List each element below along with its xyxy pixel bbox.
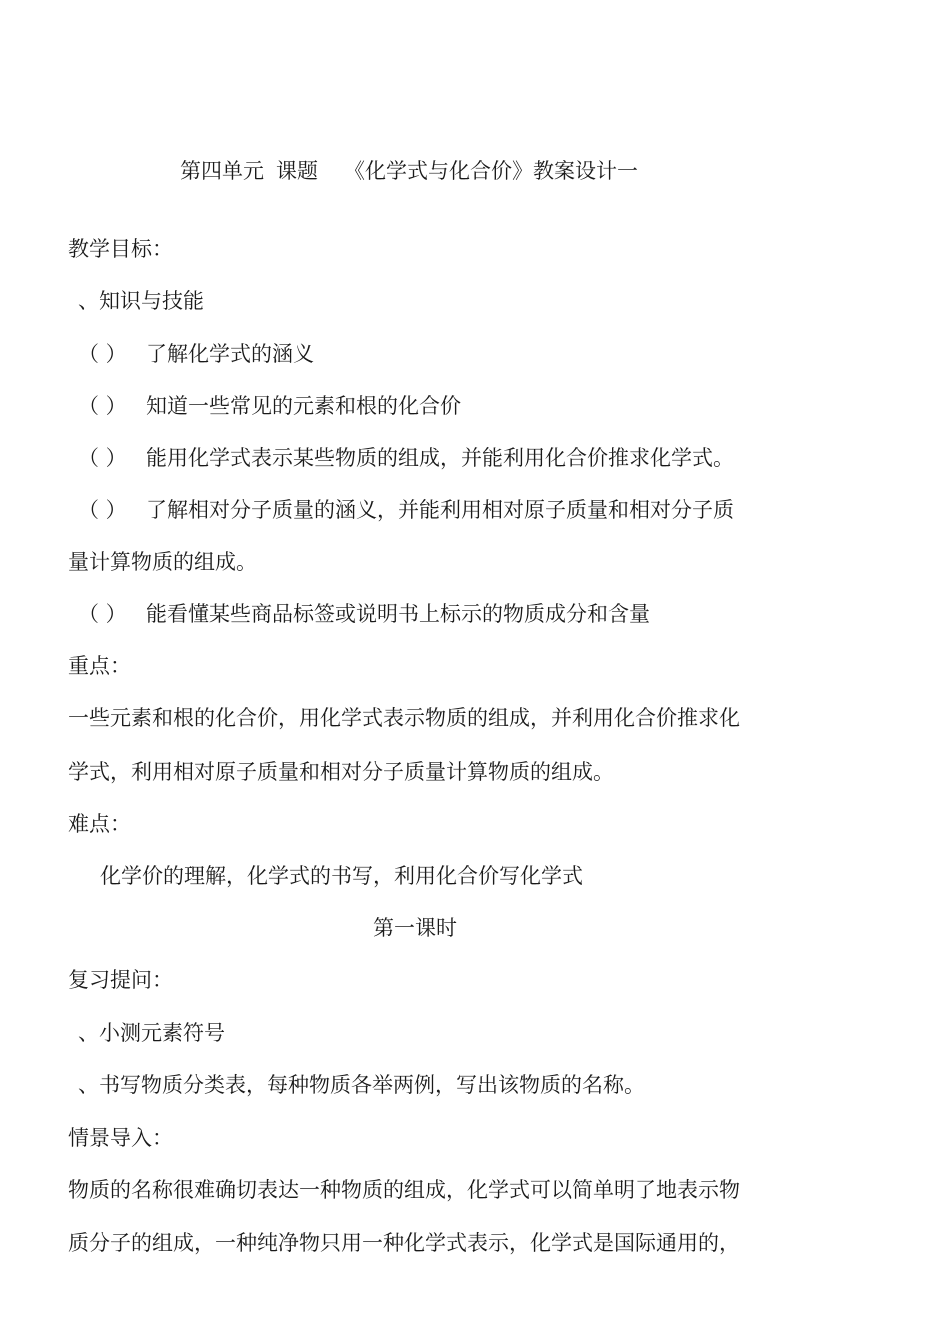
- objective-text-4: 了解相对分子质量的涵义，并能利用相对原子质量和相对分子质: [146, 498, 734, 522]
- difficulties-heading: 难点：: [68, 812, 131, 836]
- key-points-line-2: 学式，利用相对原子质量和相对分子质量计算物质的组成。: [68, 760, 614, 784]
- objective-marker-1: （ ）: [78, 342, 127, 366]
- objective-text-1: 了解化学式的涵义: [146, 342, 314, 366]
- title-topic: 课题: [276, 159, 318, 183]
- objective-text-2: 知道一些常见的元素和根的化合价: [146, 394, 461, 418]
- intro-line-1: 物质的名称很难确切表达一种物质的组成，化学式可以简单明了地表示物: [68, 1178, 740, 1202]
- title-name: 《化学式与化合价》教案设计一: [344, 159, 638, 183]
- review-heading: 复习提问：: [68, 968, 173, 992]
- objective-text-3: 能用化学式表示某些物质的组成，并能利用化合价推求化学式。: [146, 446, 734, 470]
- objective-text-5: 能看懂某些商品标签或说明书上标示的物质成分和含量: [146, 602, 650, 626]
- key-points-line-1: 一些元素和根的化合价，用化学式表示物质的组成，并利用化合价推求化: [68, 706, 740, 730]
- objectives-heading: 教学目标：: [68, 237, 173, 261]
- intro-heading: 情景导入：: [68, 1126, 173, 1150]
- key-points-heading: 重点：: [68, 654, 131, 678]
- intro-line-2: 质分子的组成，一种纯净物只用一种化学式表示，化学式是国际通用的，: [68, 1231, 740, 1255]
- review-item-2: 、书写物质分类表，每种物质各举两例，写出该物质的名称。: [78, 1073, 645, 1097]
- objective-marker-5: （ ）: [78, 602, 127, 626]
- knowledge-heading: 、知识与技能: [78, 289, 204, 313]
- title-unit: 第四单元: [180, 159, 264, 183]
- document-title: [180, 156, 638, 186]
- objective-text-4-cont: 量计算物质的组成。: [68, 550, 257, 574]
- objective-marker-4: （ ）: [78, 498, 127, 522]
- objective-marker-3: （ ）: [78, 446, 127, 470]
- review-item-1: 、小测元素符号: [78, 1021, 225, 1045]
- lesson-heading: 第一课时: [373, 916, 457, 940]
- difficulties-text: 化学价的理解，化学式的书写，利用化合价写化学式: [100, 864, 583, 888]
- objective-marker-2: （ ）: [78, 394, 127, 418]
